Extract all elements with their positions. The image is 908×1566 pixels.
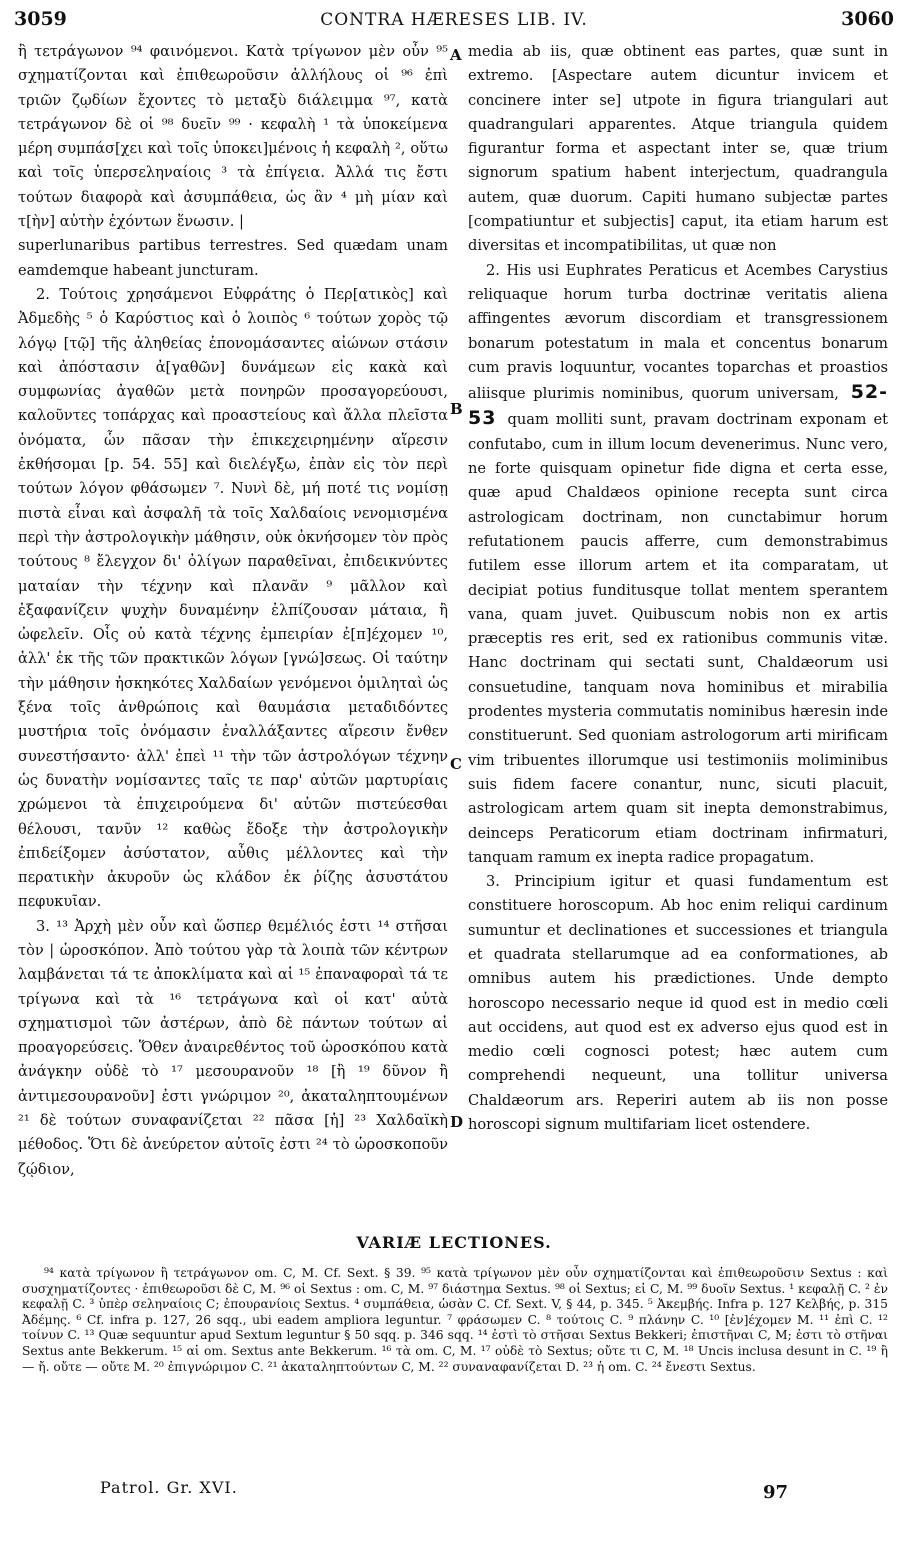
running-title: CONTRA HÆRESES LIB. IV. bbox=[320, 10, 588, 30]
margin-marker-a: A bbox=[450, 46, 462, 64]
margin-marker-b: B bbox=[450, 400, 463, 418]
greek-paragraph-2: 2. Τούτοις χρησάμενοι Εὐφράτης ὁ Περ[ατικὸς] καὶ Ἀδμεδὴς ⁵ ὁ Καρύστιος καὶ ὁ λοιπὸς ⁶ τούτων χορὸς τῷ λόγῳ [τῷ] τῆς ἀληθείας ἐπονομάσαντες αἰώνων στάσιν καὶ ἀπόστασιν ἀ[γαθῶν] δυνάμεων εἰς κακὰ καὶ συμφωνίας ἀγαθῶν μετὰ πονηρῶν προσαγορεύουσι, καλοῦντες τοπάρχας καὶ προαστείους καὶ ἄλλα πλεῖστα ὀνόματα, ὧν πᾶσαν τὴν ἐπικεχειρημένην αἵρεσιν ἐκθήσομαι [p. 54. 55] καὶ διελέγξω, ἐπὰν εἰς τὸν περὶ τούτων λόγον φθάσωμεν ⁷. Νυνὶ δὲ, μή ποτέ τις νομίσῃ πιστὰ εἶναι καὶ ἀσφαλῆ τὰ τοῖς Χαλδαίοις νενομισμένα περὶ τὴν ἀστρολογικὴν μάθησιν, οὐκ ὀκνήσομεν τὸν πρὸς τούτους ⁸ ἔλεγχον δι' ὀλίγων παραθεῖναι, ἐπιδεικνύντες ματαίαν τὴν τέχνην καὶ πλανᾶν ⁹ μᾶλλον καὶ ἐξαφανίζειν ψυχὴν δυναμένην ἐλπίζουσαν μάταια, ἢ ὠφελεῖν. Οἷς οὐ κατὰ τέχνης ἐμπειρίαν ἐ[π]έχομεν ¹⁰, ἀλλ' ἐκ τῆς τῶν πρακτικῶν λόγων [γνώ]σεως. Οἱ ταύτην τὴν μάθησιν ἠσκηκότες Χαλδαίων γενόμενοι ὁμιληταὶ ὡς ξένα τοῖς ἀνθρώποις καὶ θαυμάσια μεταδιδόντες μυστήρια τοῖς ὀνόμασιν ἐναλλάξαντες αἵρεσιν ἔνθεν συνεστήσαντο· ἀλλ' ἐπεὶ ¹¹ τὴν τῶν ἀστρολόγων τέχνην ὡς δυνατὴν νομίσαντες ταῖς τε παρ' αὐτῶν μαρτυρίαις χρώμενοι τὰ ἐπιχειρούμενα δι' αὐτῶν πιστεύεσθαι θέλουσι, τανῦν ¹² καθὼς ἔδοξε τὴν ἀστρολογικὴν ἐπιδείξομεν ἀσύστατον, αὖθις μέλλοντες καὶ τὴν περατικὴν ἀκυροῦν ὡς κλάδον ἐκ ῥίζης ἀσυστάτου πεφυκυῖαν. bbox=[18, 285, 448, 911]
running-header bbox=[14, 8, 894, 34]
column-number-left: 3059 bbox=[14, 8, 67, 30]
latin-paragraph-2 bbox=[468, 259, 888, 870]
latin-column bbox=[468, 40, 888, 1137]
latin-paragraph-2-start: 2. His usi Euphrates Peraticus et Acembes Carystius reliquaque horum turba doctrinæ veritatis aliena affingentes ævorum discordiam et transgressionem bonarum potestatum in mala et concentus bonarum cum pravis loquuntur, vocantes toparchas et proastios aliisque plurimis nominibus, quorum universam, bbox=[468, 261, 888, 403]
page-footer bbox=[100, 1478, 788, 1508]
latin-paragraph-2-end: quam molliti sunt, pravam doctrinam exponam et confutabo, cum in illum locum devenerimus. Nunc vero, ne forte quisquam opinetur fide digna et certa esse, quæ apud Chaldæos opinione recepta sunt circa astrologicam doctrinam, non cunctabimur horum refutationem paucis afferre, cum demonstrabimus futilem esse illorum artem et ita comparatam, ut decipiat potius funditusque tollat mentem sperantem vana, quam juvet. Quibuscum nobis non ex artis præceptis res erit, sed ex rationibus communis vitæ. Hanc doctrinam qui sectati sunt, Chaldæorum usi consuetudine, tanquam nova hominibus et mirabilia prodentes mysteria commutatis nominibus hæresin inde constituerunt. Sed quoniam astrologorum arti mirificam vim tribuentes illorumque usi testimoniis moliminibus suis fidem facere conantur, nunc, sicuti placuit, astrologicam artem quam sit inepta demonstrabimus, deinceps Peraticorum etiam doctrinam infirmaturi, tanquam ramum ex inepta radice propagatum. bbox=[468, 411, 888, 866]
greek-column bbox=[18, 40, 448, 1182]
column-number-right: 3060 bbox=[841, 8, 894, 30]
sheet-number: 97 bbox=[762, 1482, 788, 1503]
margin-marker-d: D bbox=[450, 1113, 464, 1131]
series-signature: Patrol. Gr. XVI. bbox=[100, 1478, 238, 1497]
variae-lectiones-text: ⁹⁴ κατὰ τρίγωνον ἢ τετράγωνον om. C, M. Cf. Sext. § 39. ⁹⁵ κατὰ τρίγωνον μὲν οὖν σχηματίζονται καὶ ἐπιθεωροῦσιν Sextus : καὶ συσχηματίζοντες · ἐπιθεωροῦσι δὲ C, M. ⁹⁶ οἱ Sextus : om. C, M. ⁹⁷ διάστημα Sextus. ⁹⁸ οἱ Sextus; εἰ C, M. ⁹⁹ δυοῖν Sextus. ¹ κεφαλῇ C. ² ἐν κεφαλῇ C. ³ ὑπὲρ σεληναίοις C; ἐπουρανίοις Sextus. ⁴ συμπάθεια, ὡσὰν C. Cf. Sext. V, § 44, p. 345. ⁵ Ἀκεμβής. Infra p. 127 Κελβής, p. 315 Ἀδέμης. ⁶ Cf. infra p. 127, 26 sqq., ubi eadem ampliora leguntur. ⁷ φράσωμεν C. ⁸ τούτοις C. ⁹ πλάνην C. ¹⁰ [ἐν]έχομεν M. ¹¹ ἐπὶ C. ¹² τοίνυν C. ¹³ Quæ sequuntur apud Sextum leguntur § 50 sqq. p. 346 sqq. ¹⁴ ἐστὶ τὸ στῆσαι Sextus Bekkeri; ἐπιστῆναι C, M; ἐστι τὸ στῆναι Sextus ante Bekkerum. ¹⁵ αἱ om. Sextus ante Bekkerum. ¹⁶ τὰ om. C, M. ¹⁷ οὐδὲ τὸ Sextus; οὔτε τι C, M. ¹⁸ Uncis inclusa desunt in C. ¹⁹ ἢ — ἤ. οὔτε — οὔτε M. ²⁰ ἐπιγνώριμον C. ²¹ ἀκαταληπτούντων C, M. ²² συναναφανίζεται D. ²³ ἡ om. C. ²⁴ ἔνεστι Sextus. bbox=[22, 1266, 888, 1374]
latin-fragment: superlunaribus partibus terrestres. Sed quædam unam eamdemque habeant juncturam. bbox=[18, 237, 448, 279]
page-stamp: 52-53 bbox=[468, 381, 889, 430]
latin-paragraph-3: 3. Principium igitur et quasi fundamentum est constituere horoscopum. Ab hoc enim reliqui cardinum sumuntur et declinationes et successiones et triangula et quadrata stellarumque ad ea conformationes, ab omnibus autem his prædictiones. Unde dempto horoscopo necessario neque id quod est in medio cœli aut occidens, aut quod est ex adverso ejus quod est in medio cœli cognosci potest; hæc autem cum comprehendi nequeunt, una tollitur universa Chaldæorum ars. Reperiri autem ab iis non posse horoscopi signum multifariam licet ostendere. bbox=[468, 873, 888, 1134]
latin-paragraph-1: media ab iis, quæ obtinent eas partes, quæ sunt in extremo. [Aspectare autem dicuntur invicem et concinere inter se] utpote in figura triangulari aut quadrangulari apparentes. Atque triangula quidem figurantur forma et aspectant inter se, quæ trium signorum spatium habent interjectum, quadrangula autem, quæ duorum. Capiti humano subjectæ partes [compatiuntur et subjectis] caput, ita etiam harum est diversitas et incompatibilitas, ut quæ non bbox=[468, 43, 888, 255]
margin-marker-c: C bbox=[450, 755, 462, 773]
greek-paragraph-1: ἢ τετράγωνον ⁹⁴ φαινόμενοι. Κατὰ τρίγωνον μὲν οὖν ⁹⁵ σχηματίζονται καὶ ἐπιθεωροῦσιν ἀλλήλους οἱ ⁹⁶ ἐπὶ τριῶν ζῳδίων ἔχοντες τὸ μεταξὺ διάλειμμα ⁹⁷, κατὰ τετράγωνον δὲ οἱ ⁹⁸ δυεῖν ⁹⁹ · κεφαλὴ ¹ τὰ ὑποκείμενα μέρη συμπάσ[χει καὶ τοῖς ὑποκει]μένοις ἡ κεφαλὴ ², οὕτω καὶ τοῖς ὑπερσεληναίοις ³ τὰ ἐπίγεια. Ἀλλά τις ἔστι τούτων διαφορὰ καὶ ἀσυμπάθεια, ὡς ἂν ⁴ μὴ μίαν καὶ τ[ὴν] αὐτὴν ἐχόντων ἕνωσιν. | bbox=[18, 43, 448, 231]
variae-lectiones bbox=[22, 1266, 888, 1375]
variae-lectiones-title: VARIÆ LECTIONES. bbox=[356, 1233, 552, 1252]
greek-paragraph-3: 3. ¹³ Ἀρχὴ μὲν οὖν καὶ ὥσπερ θεμέλιός ἐστι ¹⁴ στῆσαι τὸν | ὡροσκόπον. Ἀπὸ τούτου γὰρ τὰ λοιπὰ τῶν κέντρων λαμβάνεται τά τε ἀποκλίματα καὶ αἱ ¹⁵ ἐπαναφοραὶ τά τε τρίγωνα καὶ τὰ ¹⁶ τετράγωνα καὶ οἱ κατ' αὐτὰ σχηματισμοὶ τῶν ἀστέρων, ἀπὸ δὲ πάντων τούτων αἱ προαγορεύσεις. Ὅθεν ἀναιρεθέντος τοῦ ὡροσκόπου κατὰ ἀνάγκην οὐδὲ τὸ ¹⁷ μεσουρανοῦν ¹⁸ [ἢ ¹⁹ δῦνον ἢ ἀντιμεσουρανοῦν] ἐστι γνώριμον ²⁰, ἀκαταληπτουμένων ²¹ δὲ τούτων συναφανίζεται ²² πᾶσα [ἡ] ²³ Χαλδαϊκὴ μέθοδος. Ὅτι δὲ ἀνεύρετον αὐτοῖς ἐστι ²⁴ τὸ ὡροσκοποῦν ζῴδιον, bbox=[18, 917, 448, 1178]
